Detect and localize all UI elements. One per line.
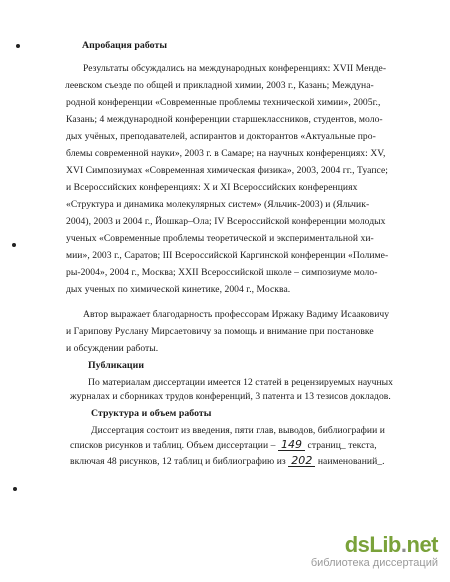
paragraph-line: и обсуждении работы. (66, 343, 159, 354)
paragraph-line: мии», 2003 г., Саратов; III Всероссийской Каргинской конференции «Полиме- (66, 250, 389, 261)
paragraph-line: и Всероссийских конференциях: X и XI Всероссийских конференциях (66, 182, 358, 193)
paragraph-line: Результаты обсуждались на международных конференциях: XVII Менде- (83, 63, 387, 74)
section-heading-approbation: Апробация работы (82, 40, 168, 51)
paragraph-line-pages (70, 439, 377, 452)
dslib-subtitle: библиотека диссертаций (310, 557, 438, 569)
references-prefix-text: включая 48 рисунков, 12 таблиц и библиографию из (70, 456, 286, 467)
handwritten-page-count: 149 (278, 439, 305, 451)
paragraph-line: По материалам диссертации имеется 12 статей в рецензируемых научных (88, 377, 393, 388)
paragraph-line: дых ученых по химической кинетике, 2004 г., Москва. (66, 284, 291, 295)
paragraph-line: ученых «Современные проблемы теоретической и экспериментальной хи- (66, 233, 374, 244)
paragraph-line: Казань; 4 международной конференции старшеклассников, студентов, моло- (66, 114, 383, 125)
paragraph-line-references (70, 455, 385, 468)
paragraph-line: Диссертация состоит из введения, пяти глав, выводов, библиографии и (91, 425, 385, 436)
dslib-logo: dsLib.net (344, 532, 438, 557)
section-heading-structure: Структура и объем работы (91, 408, 212, 419)
binder-hole-dot (12, 243, 16, 247)
pages-suffix-text: страниц_ текста, (307, 440, 377, 451)
paragraph-line: Автор выражает благодарность профессорам Иржаку Вадиму Исааковичу (83, 309, 390, 320)
paragraph-line: «Структура и динамика молекулярных систем» (Яльчик-2003) и (Яльчик- (66, 199, 370, 210)
paragraph-line: родной конференции «Современные проблемы технической химии», 2005г., (66, 97, 381, 108)
binder-hole-dot (13, 487, 17, 491)
paragraph-line: журналах и сборниках трудов конференций, 3 патента и 13 тезисов докладов. (70, 391, 391, 402)
binder-hole-dot (16, 44, 20, 48)
handwritten-reference-count: 202 (288, 455, 315, 467)
section-heading-publications: Публикации (88, 360, 145, 371)
pages-prefix-text: списков рисунков и таблиц. Объем диссертации – (70, 440, 276, 451)
paragraph-line: 2004), 2003 и 2004 г., Йошкар–Ола; IV Всероссийской конференции молодых (66, 216, 386, 227)
paragraph-line: XVI Симпозиумах «Современная химическая физика», 2003, 2004 гг., Туапсе; (66, 165, 388, 176)
paragraph-line: леевском съезде по общей и прикладной химии, 2003 г., Казань; Междуна- (65, 80, 374, 91)
paragraph-line: и Гарипову Руслану Мирсаетовичу за помощь и внимание при постановке (66, 326, 374, 337)
paragraph-line: дых учёных, преподавателей, аспирантов и докторантов «Актуальные про- (66, 131, 376, 142)
paragraph-line: ры-2004», 2004 г., Москва; XXII Всероссийской школе – симпозиуме моло- (66, 267, 378, 278)
references-suffix-text: наименований_. (317, 456, 385, 467)
paragraph-line: блемы современной науки», 2003 г. в Самаре; на научных конференциях: XV, (66, 148, 386, 159)
dslib-watermark[interactable] (311, 533, 438, 570)
